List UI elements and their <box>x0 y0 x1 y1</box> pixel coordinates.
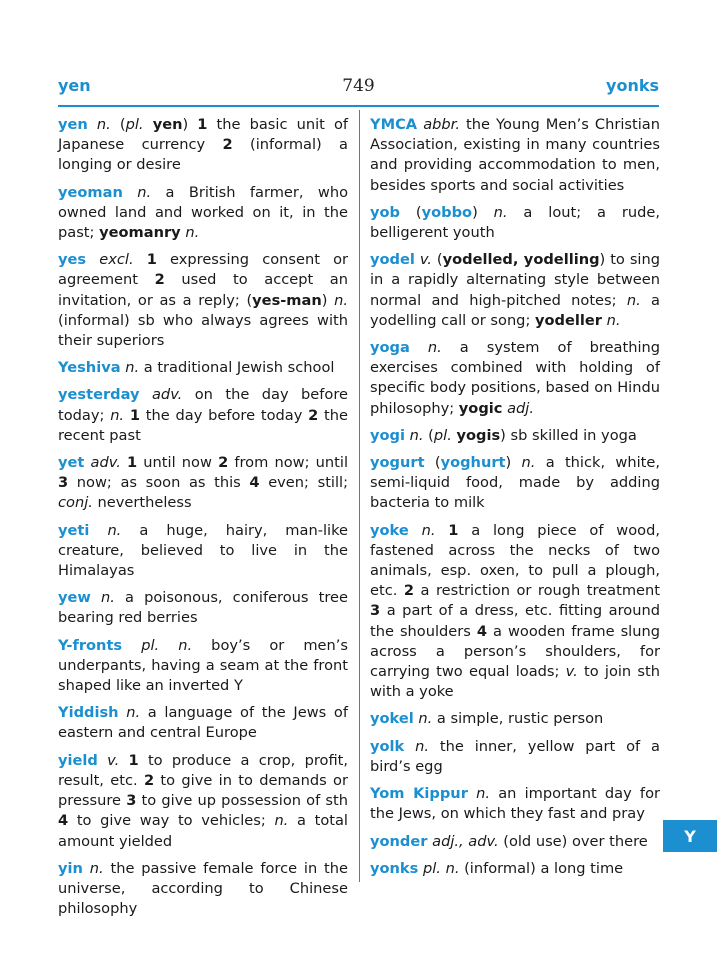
definition-text: a lout; a rude, belligerent youth <box>370 203 660 242</box>
definition-text: a huge, hairy, man-like creature, believed to live in the Himalayas <box>58 521 348 580</box>
definition-text: a yodelling call or song; <box>370 291 660 329</box>
part-of-speech: adj., adv. <box>432 832 499 850</box>
definition-text <box>409 522 422 539</box>
part-of-speech: pl. <box>433 426 452 444</box>
headword: yet <box>58 454 85 472</box>
bold-term: yeomanry <box>99 224 181 242</box>
definition-text: an important day for the Jews, on which they fast and pray <box>370 785 660 823</box>
definition-text: ) <box>472 203 494 221</box>
header-rule <box>58 105 659 107</box>
entry-yoke <box>370 521 660 703</box>
bold-term: 1 <box>146 251 157 269</box>
bold-term: yodeller <box>535 311 602 329</box>
part-of-speech: adv. <box>90 454 121 472</box>
headword: Yiddish <box>58 704 119 722</box>
entry-yokel <box>370 709 660 729</box>
definition-text: to produce a crop, profit, result, etc. <box>58 751 349 789</box>
part-of-speech: pl. n. <box>141 636 193 654</box>
guide-word-right: yonks <box>606 76 659 95</box>
definition-text: ( <box>110 116 126 133</box>
definition-text: used to accept an invitation, or as a reply; ( <box>58 271 349 309</box>
headword: Y-fronts <box>58 636 123 654</box>
part-of-speech: adj. <box>507 399 534 417</box>
part-of-speech: n. <box>418 710 433 728</box>
definition-text: (informal) a long time <box>459 859 624 877</box>
entry-yob <box>370 203 660 243</box>
entry-yogi <box>370 426 660 446</box>
headword: yin <box>58 859 83 877</box>
page-number: 749 <box>342 76 375 96</box>
bold-term: 1 <box>127 454 138 472</box>
bold-term: yen <box>152 116 183 133</box>
definition-text <box>86 251 99 268</box>
headword: yoghurt <box>440 454 506 472</box>
definition-text: the inner, yellow part of a bird’s egg <box>370 737 660 775</box>
part-of-speech: adv. <box>151 386 183 404</box>
entry-yen <box>58 115 348 176</box>
definition-text: a system of breathing exercises combined with holding of specific body positions, based on Hindu philosophy; <box>370 339 661 417</box>
headword: Yom Kippur <box>370 785 468 803</box>
definition-text: even; still; <box>259 474 348 492</box>
column-divider <box>359 110 360 882</box>
bold-term: 1 <box>448 521 459 539</box>
definition-text <box>140 386 152 403</box>
definition-text: ) <box>505 454 522 472</box>
definition-text <box>123 184 137 201</box>
definition-text: ( <box>424 454 441 472</box>
headword: yogi <box>370 426 405 444</box>
headword: YMCA <box>370 116 418 133</box>
definition-text: a poisonous, coniferous tree bearing red berries <box>58 589 348 627</box>
part-of-speech: n. <box>137 183 152 201</box>
definition-text <box>404 738 415 755</box>
definition-text: from now; until <box>228 454 348 472</box>
part-of-speech: n. <box>89 859 104 877</box>
definition-text <box>91 589 101 606</box>
definition-text: a part of a dress, etc. fitting around the shoulders <box>370 602 660 640</box>
definition-text: the recent past <box>58 406 349 444</box>
definition-text <box>88 116 97 133</box>
part-of-speech: v. <box>419 251 432 269</box>
bold-term: 4 <box>476 622 488 640</box>
entry-yet <box>58 453 348 514</box>
headword: yogurt <box>370 454 425 472</box>
definition-text: the Young Men’s Christian Association, existing in many countries and providing accommodation to men, besides sports and social activities <box>370 116 660 194</box>
definition-text: now; as soon as this <box>68 474 250 492</box>
part-of-speech: v. <box>107 751 120 769</box>
part-of-speech: n. <box>107 521 122 539</box>
headword: yokel <box>370 710 414 728</box>
definition-text <box>98 752 107 769</box>
part-of-speech: v. <box>565 663 578 681</box>
entry-yoga <box>370 338 660 419</box>
definition-text: on the day before today; <box>58 386 348 424</box>
bold-term: 4 <box>249 474 260 492</box>
headword: Yeshiva <box>58 359 121 377</box>
part-of-speech: n. <box>96 116 111 133</box>
definition-text: (old use) over there <box>498 832 648 850</box>
definition-text: until now <box>137 454 219 472</box>
part-of-speech: n. <box>334 291 348 309</box>
headword: yoke <box>370 521 409 539</box>
definition-text: the passive female force in the universe, according to Chinese philosophy <box>58 859 348 918</box>
entry-yew <box>58 588 348 628</box>
bold-term: 2 <box>218 454 229 472</box>
definition-text <box>89 522 107 539</box>
part-of-speech: n. <box>626 291 641 309</box>
definition-text: boy’s or men’s underpants, having a seam at the front shaped like an inverted Y <box>58 636 349 695</box>
part-of-speech: n. <box>185 224 200 242</box>
part-of-speech: abbr. <box>423 116 460 133</box>
bold-term: 2 <box>308 406 319 424</box>
definition-text <box>119 752 128 769</box>
definition-text <box>83 860 90 877</box>
entry-yolk <box>370 737 660 777</box>
bold-term: 2 <box>154 271 165 289</box>
part-of-speech: n. <box>421 521 436 539</box>
entry-yonks <box>370 859 660 879</box>
entry-yin <box>58 859 348 920</box>
definition-text: nevertheless <box>92 494 192 512</box>
definition-text <box>134 251 147 268</box>
part-of-speech: n. <box>427 339 442 357</box>
definition-text: a long piece of wood, fastened across the necks of two animals, esp. oxen, to pull a plough, etc. <box>370 521 660 600</box>
guide-word-left: yen <box>58 76 91 95</box>
definition-text: ) <box>182 116 198 133</box>
bold-term: yogis <box>456 426 501 444</box>
entry-yom-kippur <box>370 784 660 824</box>
part-of-speech: conj. <box>58 494 93 512</box>
bold-term: 3 <box>370 602 381 620</box>
bold-term: yodelled, yodelling <box>442 251 600 269</box>
part-of-speech: n. <box>415 737 430 755</box>
entry-yield <box>58 751 348 852</box>
right-column <box>370 115 660 886</box>
definition-text: the day before today <box>140 406 309 424</box>
left-column <box>58 115 348 926</box>
definition-text: to give way to vehicles; <box>68 812 275 830</box>
definition-text <box>410 339 428 356</box>
definition-text: a traditional Jewish school <box>139 359 335 377</box>
entry-yes <box>58 250 348 351</box>
headword: yodel <box>370 251 415 269</box>
part-of-speech: n. <box>606 311 621 329</box>
definition-text: expressing consent or agreement <box>58 251 349 289</box>
entry-yodel <box>370 250 660 331</box>
definition-text <box>122 637 141 654</box>
part-of-speech: pl. n. <box>422 859 460 877</box>
definition-text: to give up possession of sth <box>136 792 348 810</box>
definition-text <box>468 785 476 802</box>
definition-text: ) sb skilled in yoga <box>500 426 637 444</box>
part-of-speech: n. <box>476 785 490 803</box>
headword: yonks <box>370 859 419 877</box>
part-of-speech: pl. <box>125 116 144 133</box>
definition-text: a language of the Jews of eastern and central Europe <box>58 704 348 742</box>
part-of-speech: n. <box>274 812 289 830</box>
definition-text: to give in to demands or pressure <box>58 771 348 810</box>
thumb-index-tab[interactable]: Y <box>663 820 717 852</box>
entry-yesterday <box>58 385 348 446</box>
entry-yonder <box>370 832 660 852</box>
definition-text: ( <box>431 251 443 269</box>
headword: yes <box>58 251 87 269</box>
bold-term: yogic <box>458 399 503 417</box>
headword: yield <box>58 751 98 769</box>
definition-text: a thick, white, semi-liquid food, made by adding bacteria to milk <box>370 454 660 512</box>
definition-text: ( <box>423 426 434 444</box>
definition-text: the basic unit of Japanese currency <box>58 116 349 154</box>
definition-text: ) to sing in a rapidly alternating style between normal and high-pitched notes; <box>370 251 660 309</box>
headword: yen <box>58 116 88 133</box>
definition-text: ) <box>321 291 335 309</box>
entry-ymca <box>370 115 660 196</box>
entry-yeti <box>58 521 348 582</box>
bold-term: 2 <box>403 582 415 600</box>
entry-yiddish <box>58 703 348 743</box>
entry-y-fronts <box>58 636 348 697</box>
definition-text: a wooden frame slung across a person’s shoulders, for carrying two equal loads; <box>370 622 660 681</box>
entry-yogurt <box>370 453 660 514</box>
bold-term: 4 <box>58 812 69 830</box>
bold-term: 3 <box>126 792 137 810</box>
part-of-speech: n. <box>110 406 125 424</box>
definition-text: a British farmer, who owned land and worked on it, in the past; <box>58 183 349 242</box>
definition-text <box>435 522 448 539</box>
headword: yoga <box>370 339 410 357</box>
definition-text: to join sth with a yoke <box>370 663 660 701</box>
headword: yeoman <box>58 183 123 201</box>
part-of-speech: n. <box>409 426 424 444</box>
definition-text: a restriction or rough treatment <box>414 582 660 600</box>
bold-term: 1 <box>128 751 139 769</box>
part-of-speech: excl. <box>99 251 134 269</box>
headword: yesterday <box>58 386 140 404</box>
entry-yeoman <box>58 183 348 244</box>
bold-term: 1 <box>129 406 141 424</box>
part-of-speech: n. <box>126 704 141 722</box>
bold-term: 2 <box>143 771 155 789</box>
definition-text: (informal) a longing or desire <box>58 136 348 174</box>
definition-text: a total amount yielded <box>58 812 348 850</box>
headword: yew <box>58 589 91 607</box>
part-of-speech: n. <box>125 359 140 377</box>
headword: yob <box>370 203 400 221</box>
part-of-speech: n. <box>493 203 508 221</box>
headword: yolk <box>370 737 405 755</box>
bold-term: yes-man <box>252 291 322 309</box>
part-of-speech: n. <box>521 454 536 472</box>
definition-text <box>144 116 153 133</box>
headword: yeti <box>58 521 90 539</box>
definition-text: ( <box>400 203 422 221</box>
headword: yobbo <box>421 203 473 221</box>
headword: yonder <box>370 832 428 850</box>
definition-text: a simple, rustic person <box>432 710 604 728</box>
part-of-speech: n. <box>101 589 115 607</box>
bold-term: 1 <box>197 116 208 133</box>
bold-term: 3 <box>58 474 69 492</box>
entry-yeshiva <box>58 358 348 378</box>
definition-text: (informal) sb who always agrees with their superiors <box>58 311 348 350</box>
bold-term: 2 <box>222 136 233 154</box>
